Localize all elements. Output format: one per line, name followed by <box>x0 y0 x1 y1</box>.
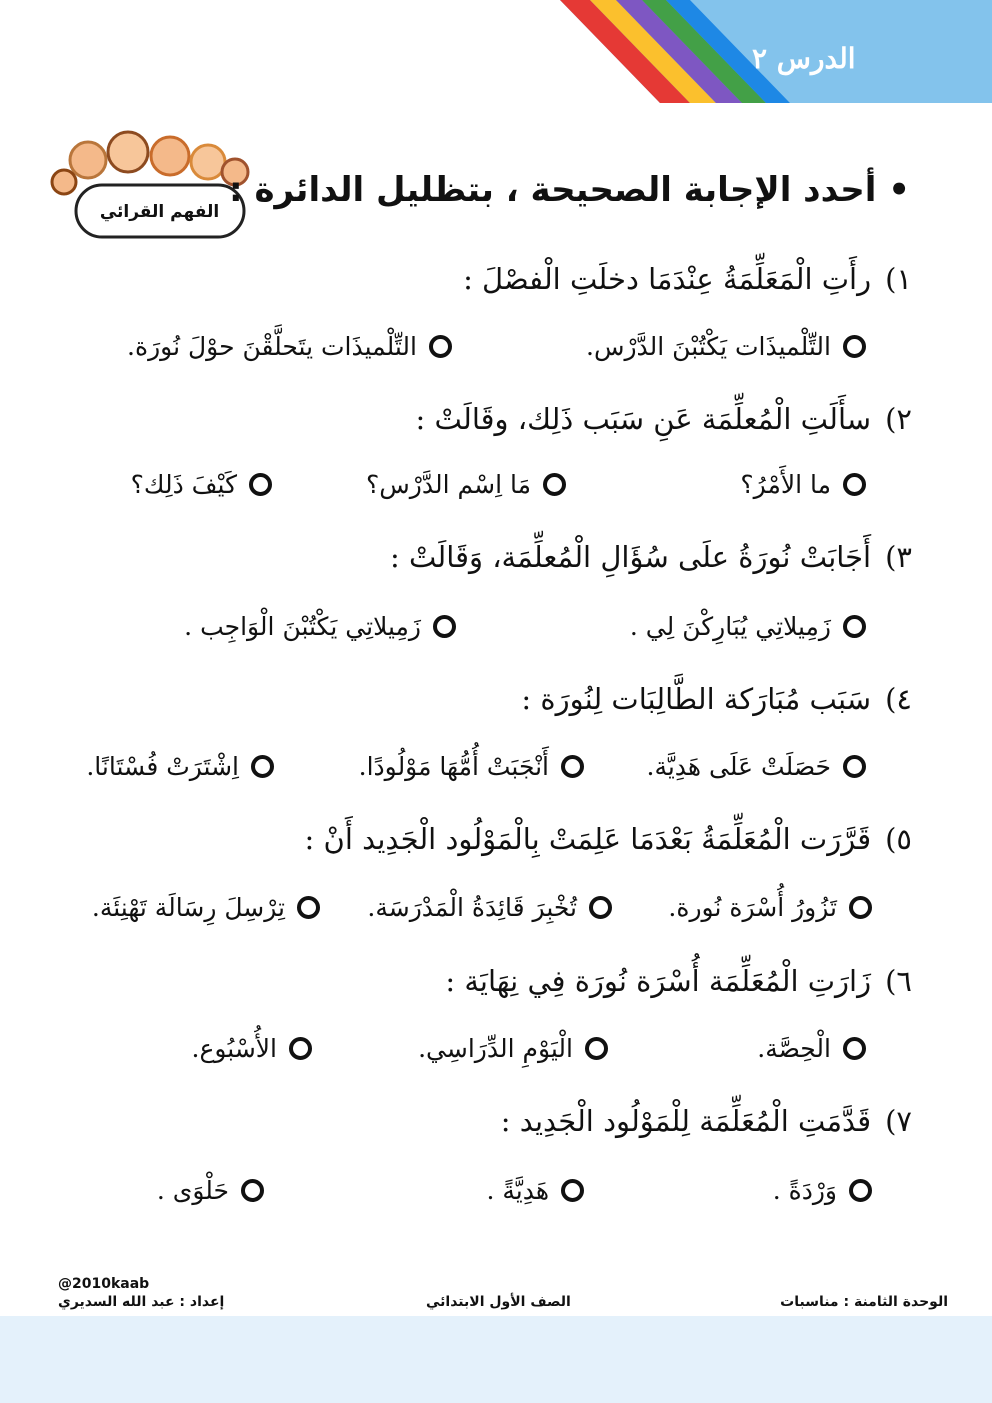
answer-circle-icon[interactable] <box>561 755 584 778</box>
footer-author: إعداد : عبد الله السديري <box>58 1294 225 1310</box>
option-q6-b[interactable]: الْيَوْمِ الدِّرَاسِي. <box>418 1034 608 1063</box>
answer-circle-icon[interactable] <box>429 335 452 358</box>
lesson-label: الدرس ٢ <box>752 42 856 75</box>
question-number: ٥) <box>885 822 912 856</box>
answer-circle-icon[interactable] <box>843 1037 866 1060</box>
question-number: ٢) <box>885 402 912 436</box>
option-q3-b[interactable]: زَمِيلاتِي يَكْتُبْنَ الْوَاجِب . <box>184 612 456 641</box>
question-text: رأَتِ الْمَعَلِّمَةُ عِنْدَمَا دخلَتِ الْفصْلَ : <box>463 262 872 296</box>
kids-illustration <box>48 130 254 245</box>
question-number: ٣) <box>885 540 912 574</box>
answer-circle-icon[interactable] <box>849 1179 872 1202</box>
question-number: ٧) <box>885 1104 912 1138</box>
option-q7-a[interactable]: وَرْدَةً . <box>773 1176 872 1205</box>
option-q2-a[interactable]: ما الأَمْرُ؟ <box>740 470 866 499</box>
answer-circle-icon[interactable] <box>843 335 866 358</box>
header-banner <box>0 0 992 103</box>
question-text: قَدَّمَتِ الْمُعَلِّمَة لِلْمَوْلُود الْجَدِيد : <box>500 1104 872 1138</box>
answer-circle-icon[interactable] <box>849 896 872 919</box>
option-q4-b[interactable]: أَنْجَبَتْ أُمُّهَا مَوْلُودًا. <box>359 752 584 781</box>
question-text: سَبَب مُبَارَكة الطَّالِبَات لِنُورَة : <box>521 682 872 716</box>
badge-label: الفهم القرائي <box>99 202 220 222</box>
option-q6-c[interactable]: الأُسْبُوع. <box>192 1034 312 1063</box>
answer-circle-icon[interactable] <box>251 755 274 778</box>
answer-circle-icon[interactable] <box>561 1179 584 1202</box>
option-q5-b[interactable]: تُخْبِرَ قَائِدَةُ الْمَدْرَسَة. <box>367 893 612 922</box>
option-q7-b[interactable]: هَدِيَّةً . <box>486 1176 584 1205</box>
question-number: ٤) <box>885 682 912 716</box>
answer-circle-icon[interactable] <box>843 615 866 638</box>
answer-circle-icon[interactable] <box>589 896 612 919</box>
option-q4-a[interactable]: حَصَلَتْ عَلَى هَدِيَّة. <box>647 752 867 781</box>
answer-circle-icon[interactable] <box>585 1037 608 1060</box>
question-text: أَجَابَتْ نُورَةُ علَى سُؤَالِ الْمُعلِّمَة، وَقَالَتْ : <box>389 540 872 574</box>
option-q7-c[interactable]: حَلْوَى . <box>157 1176 264 1205</box>
answer-circle-icon[interactable] <box>543 473 566 496</box>
option-q4-c[interactable]: اِشْتَرَتْ فُسْتَانًا. <box>86 752 274 781</box>
question-1 <box>463 262 912 296</box>
answer-circle-icon[interactable] <box>843 755 866 778</box>
question-text: قَرَّرَت الْمُعَلِّمَةُ بَعْدَمَا عَلِمَتْ بِالْمَوْلُود الْجَدِيد أَنْ : <box>304 822 872 856</box>
question-6 <box>445 964 912 998</box>
option-q5-c[interactable]: تِرْسِلَ رِسَالَة تَهْنِئَة. <box>92 893 320 922</box>
question-2 <box>416 402 912 436</box>
question-number: ٦) <box>885 964 912 998</box>
question-7 <box>501 1104 912 1138</box>
option-q2-b[interactable]: مَا اِسْم الدَّرْس؟ <box>366 470 566 499</box>
option-q5-a[interactable]: تَزُورُ أُسْرَة نُورة. <box>668 893 872 922</box>
answer-circle-icon[interactable] <box>249 473 272 496</box>
footer-handle: @2010kaab <box>58 1276 150 1292</box>
question-number: ١) <box>885 262 912 296</box>
question-text: زَارَتِ الْمُعَلِّمَة أُسْرَة نُورَة فِي نِهَايَة : <box>445 964 872 998</box>
answer-circle-icon[interactable] <box>297 896 320 919</box>
answer-circle-icon[interactable] <box>241 1179 264 1202</box>
reading-comprehension-badge <box>48 130 254 245</box>
answer-circle-icon[interactable] <box>433 615 456 638</box>
option-q3-a[interactable]: زَمِيلاتِي يُبَارِكْنَ لِي . <box>630 612 866 641</box>
answer-circle-icon[interactable] <box>843 473 866 496</box>
option-q6-a[interactable]: الْحِصَّة. <box>757 1034 866 1063</box>
question-5 <box>305 822 912 856</box>
option-q2-c[interactable]: كَيْفَ ذَلِك؟ <box>131 470 272 499</box>
option-q1-a[interactable]: التِّلْميذَات يَكْتُبْنَ الدَّرْس. <box>586 332 866 361</box>
question-3 <box>390 540 912 574</box>
question-4 <box>521 682 912 716</box>
answer-circle-icon[interactable] <box>289 1037 312 1060</box>
option-q1-b[interactable]: التِّلْميذَات يتَحلَّقْنَ حوْلَ نُورَة. <box>127 332 452 361</box>
footer-unit: الوحدة الثامنة : مناسبات <box>780 1294 948 1310</box>
footer-grade: الصف الأول الابتدائي <box>426 1294 571 1310</box>
instruction-heading: • أحدد الإجابة الصحيحة ، بتظليل الدائرة : <box>229 170 910 210</box>
question-text: سأَلَتِ الْمُعلِّمَة عَنِ سَبَب ذَلِك، وقَالَتْ : <box>415 402 872 436</box>
footer-band <box>0 1316 992 1403</box>
